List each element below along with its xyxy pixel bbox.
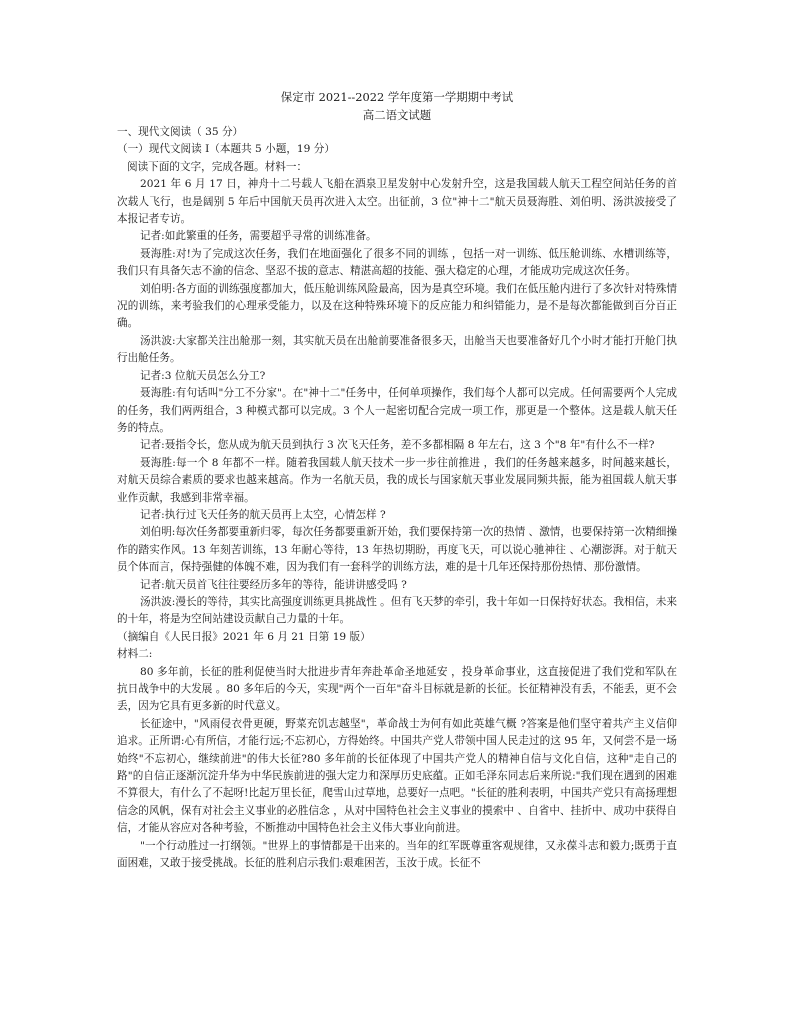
section-heading: 一、现代文阅读（ 35 分） xyxy=(117,126,244,138)
paragraph: 记者:航天员首飞往往要经历多年的等待，能讲讲感受吗 ? xyxy=(140,578,407,591)
paragraph: 汤洪波:漫长的等待，其实比高强度训练更具挑战性 。但有飞天梦的牵引，我十年如一日保持好状态。我相信，未来的十年，将是为空间站建设贡献自己力量的十年。 xyxy=(117,595,677,626)
paragraph: 2021 年 6 月 17 日，神舟十二号载人飞船在酒泉卫星发射中心发射升空，这是我国载人航天工程空间站任务的首次载人飞行，也是阔别 5 年后中国航天员再次进入太空。出征前，3 位"神十二"航天员聂海胜、刘伯明、汤洪波接受了本报记者专访。 xyxy=(117,178,677,226)
paragraph: "一个行动胜过一打纲领。"世界上的事情都是干出来的。当年的红军既尊重客观规律，又永葆斗志和毅力;既勇于直面困难，又敢于接受挑战。长征的胜利启示我们:艰难困苦，玉汝于成。长征不 xyxy=(117,839,677,870)
paragraph: 聂海胜:对!为了完成这次任务，我们在地面强化了很多不同的训练 ，包括一对一训练、低压舱训练、水槽训练等，我们只有具备矢志不渝的信念、坚忍不拔的意志、精湛高超的技能、强大稳定的心理，才能成功完成这次任务。 xyxy=(117,247,677,278)
reading-instruction: 阅读下面的文字，完成各题。材料一： xyxy=(127,160,308,173)
paragraph: 80 多年前，长征的胜利促使当时大批进步青年奔赴革命圣地延安 ，投身革命事业，这直接促进了我们党和军队在抗日战争中的大发展 。80 多年后的今天，实现"两个一百年"奋斗目标就是新的长征。长征精神没有丢，不能丢，更不会丢，因为它具有更多新的时代意义。 xyxy=(117,665,677,713)
paragraph: 长征途中，"风雨侵衣骨更硬，野菜充饥志越坚"，革命战士为何有如此英雄气概 ?答案是他们坚守着共产主义信仰追求。正所谓:心有所信，才能行远;不忘初心，方得始终。中国共产党人带领中国人民走过的这 95 年，又何尝不是一场始终"不忘初心，继续前进"的伟大长征?80 多年前的长征体现了中国共产党人的精神自信与文化自信，这种"走自己的路"的自信正逐渐沉淀升华为中华民族前进的强大定力和深厚历史底蕴。正如毛泽东同志后来所说:"我们现在遇到的困难不算很大，有什么了不起呀!比起万里长征，爬雪山过草地，总要好一点吧。"长征的胜利表明，中国共产党只有高扬理想信念的风帆，保有对社会主义事业的必胜信念 ，从对中国特色社会主义事业的摸索中 、自省中、挂折中、成功中获得自信，才能从容应对各种考验，不断推动中国特色社会主义伟大事业向前进。 xyxy=(117,717,678,835)
paragraph: 聂海胜:每一个 8 年都不一样。随着我国载人航天技术一步一步往前推进 ，我们的任务越来越多，时间越来越长，对航天员综合素质的要求也越来越高。作为一名航天员，我的成长与国家航天事业发展同频共振，能为祖国载人航天事业作贡献，我感到非常幸福。 xyxy=(117,456,677,504)
paragraph: 记者:3 位航天员怎么分工? xyxy=(140,369,266,382)
material-heading: 材料二: xyxy=(117,648,153,661)
paragraph: 刘伯明:各方面的训练强度都加大，低压舱训练风险最高，因为是真空环境。我们在低压舱内进行了多次针对特殊情况的训练，来考验我们的心理承受能力，以及在这种特殊环境下的反应能力和纠错能力，是不是每次都能做到百分百正确。 xyxy=(117,282,677,330)
source-citation: （摘编自《人民日报》2021 年 6 月 21 日第 19 版） xyxy=(117,630,371,643)
paragraph: 记者:执行过飞天任务的航天员再上太空，心情怎样 ? xyxy=(140,508,386,521)
subsection-heading: （一）现代文阅读 I（本题共 5 小题，19 分） xyxy=(117,143,335,156)
exam-subtitle: 高二语文试题 xyxy=(362,108,432,122)
paragraph: 记者:聂指令长，您从成为航天员到执行 3 次飞天任务，差不多都相隔 8 年左右，这 3 个"8 年"有什么不一样? xyxy=(140,439,655,452)
paragraph: 刘伯明:每次任务都要重新归零，每次任务都要重新开始，我们要保持第一次的热情 、激情，也要保持第一次精细操作的踏实作风。13 年刻苦训练，13 年耐心等待，13 年热切期盼，再度飞天，可以说心驰神往 、心潮澎湃。对于航天员个体而言，保持强健的体魄不难，因为我们有一套科学的训练方法，难的是十几年还保持那份热情、那份激情。 xyxy=(117,526,677,574)
paragraph: 聂海胜:有句话叫"分工不分家"。在"神十二"任务中，任何单项操作，我们每个人都可以完成。任何需要两个人完成的任务，我们两两组合，3 种模式都可以完成。3 个人一起密切配合完成一项工作，那更是一个整体。这是载人航天任务的特点。 xyxy=(117,387,677,434)
paragraph: 汤洪波:大家都关注出舱那一刻，其实航天员在出舱前要准备很多天，出舱当天也要准备好几个小时才能打开舱门执行出舱任务。 xyxy=(117,334,677,365)
exam-page xyxy=(117,88,677,872)
paragraph: 记者:如此繁重的任务，需要超乎寻常的训练准备。 xyxy=(140,230,377,243)
exam-title: 保定市 2021--2022 学年度第一学期期中考试 xyxy=(280,90,514,104)
